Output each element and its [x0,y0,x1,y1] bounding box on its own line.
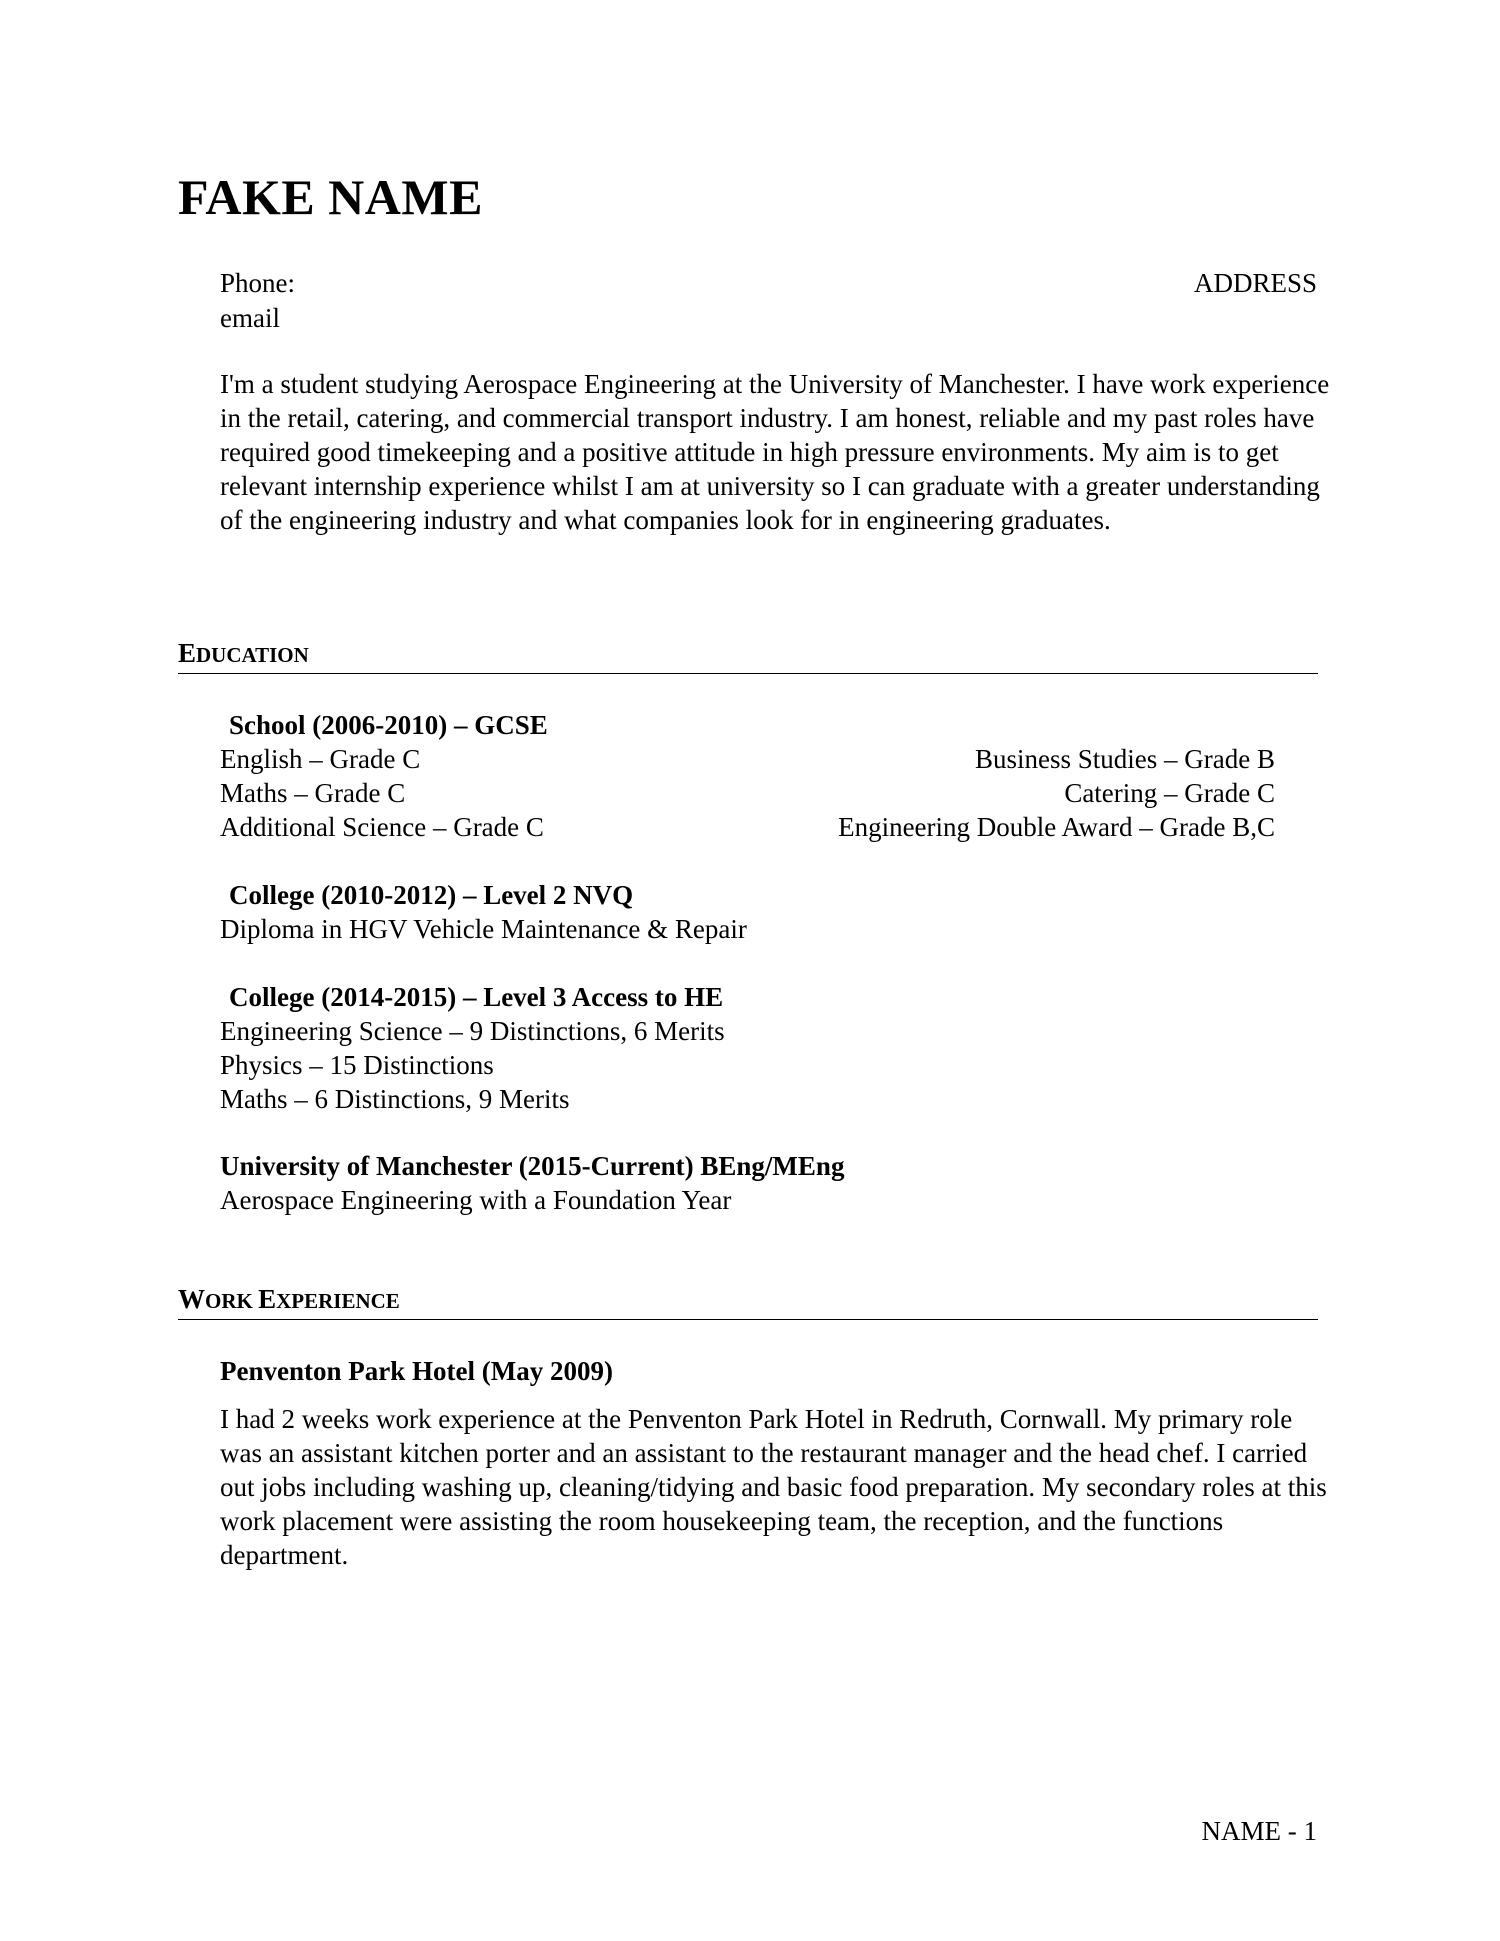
address-label: ADDRESS [1193,268,1317,298]
work-heading-rest2: XPERIENCE [276,1289,400,1313]
candidate-name: FAKE NAME [178,169,483,225]
job-title-block [220,1354,613,1388]
contact-details [220,266,295,336]
education-heading-cap: E [178,638,197,668]
grade-row [220,810,1275,844]
grade-row [220,776,1275,810]
college2-line: Physics – 15 Distinctions [220,1050,494,1080]
school-title-block [220,708,548,742]
page-footer: NAME - 1 [1201,1816,1317,1846]
work-heading-cap2: E [258,1284,277,1314]
job-title: Penventon Park Hotel (May 2009) [220,1356,613,1386]
school-title: School (2006-2010) – GCSE [229,710,548,740]
university-title: University of Manchester (2015-Current) BEng/MEng [220,1151,845,1181]
grade-right: Business Studies – Grade B [975,744,1275,774]
grade-left: Additional Science – Grade C [220,812,544,842]
grade-right: Catering – Grade C [1064,778,1275,808]
grade-left: Maths – Grade C [220,778,406,808]
education-heading [178,638,1318,674]
college2-block [220,980,725,1116]
job-description: I had 2 weeks work experience at the Penventon Park Hotel in Redruth, Cornwall. My primary role was an assistant kitchen porter and an assistant to the restaurant manager and the head chef. I carried out jobs including washing up, cleaning/tidying and basic food preparation. My secondary roles at this work placement were assisting the room housekeeping team, the reception, and the functions department. [220,1404,1327,1570]
personal-summary: I'm a student studying Aerospace Engineering at the University of Manchester. I have work experience in the retail, catering, and commercial transport industry. I am honest, reliable and my past roles have required good timekeeping and a positive attitude in high pressure environments. My aim is to get relevant internship experience whilst I am at university so I can graduate with a greater understanding of the engineering industry and what companies look for in engineering graduates. [220,369,1330,535]
school-grades [220,742,1275,844]
phone-label: Phone: [220,268,296,298]
work-heading-cap1: W [178,1284,205,1314]
grade-row [220,742,1275,776]
college2-line: Engineering Science – 9 Distinctions, 6 Merits [220,1016,725,1046]
grade-right: Engineering Double Award – Grade B,C [838,812,1275,842]
work-heading-rest1: ORK [205,1289,259,1313]
college1-line: Diploma in HGV Vehicle Maintenance & Repair [220,914,747,944]
college2-title: College (2014-2015) – Level 3 Access to HE [229,982,724,1012]
college1-block [220,878,747,946]
college1-title: College (2010-2012) – Level 2 NVQ [229,880,634,910]
college2-line: Maths – 6 Distinctions, 9 Merits [220,1084,570,1114]
grade-left: English – Grade C [220,744,421,774]
education-heading-rest: DUCATION [196,643,309,667]
email-label: email [220,303,280,333]
university-block [220,1149,844,1217]
university-line: Aerospace Engineering with a Foundation Year [220,1185,732,1215]
work-experience-heading [178,1284,1318,1320]
